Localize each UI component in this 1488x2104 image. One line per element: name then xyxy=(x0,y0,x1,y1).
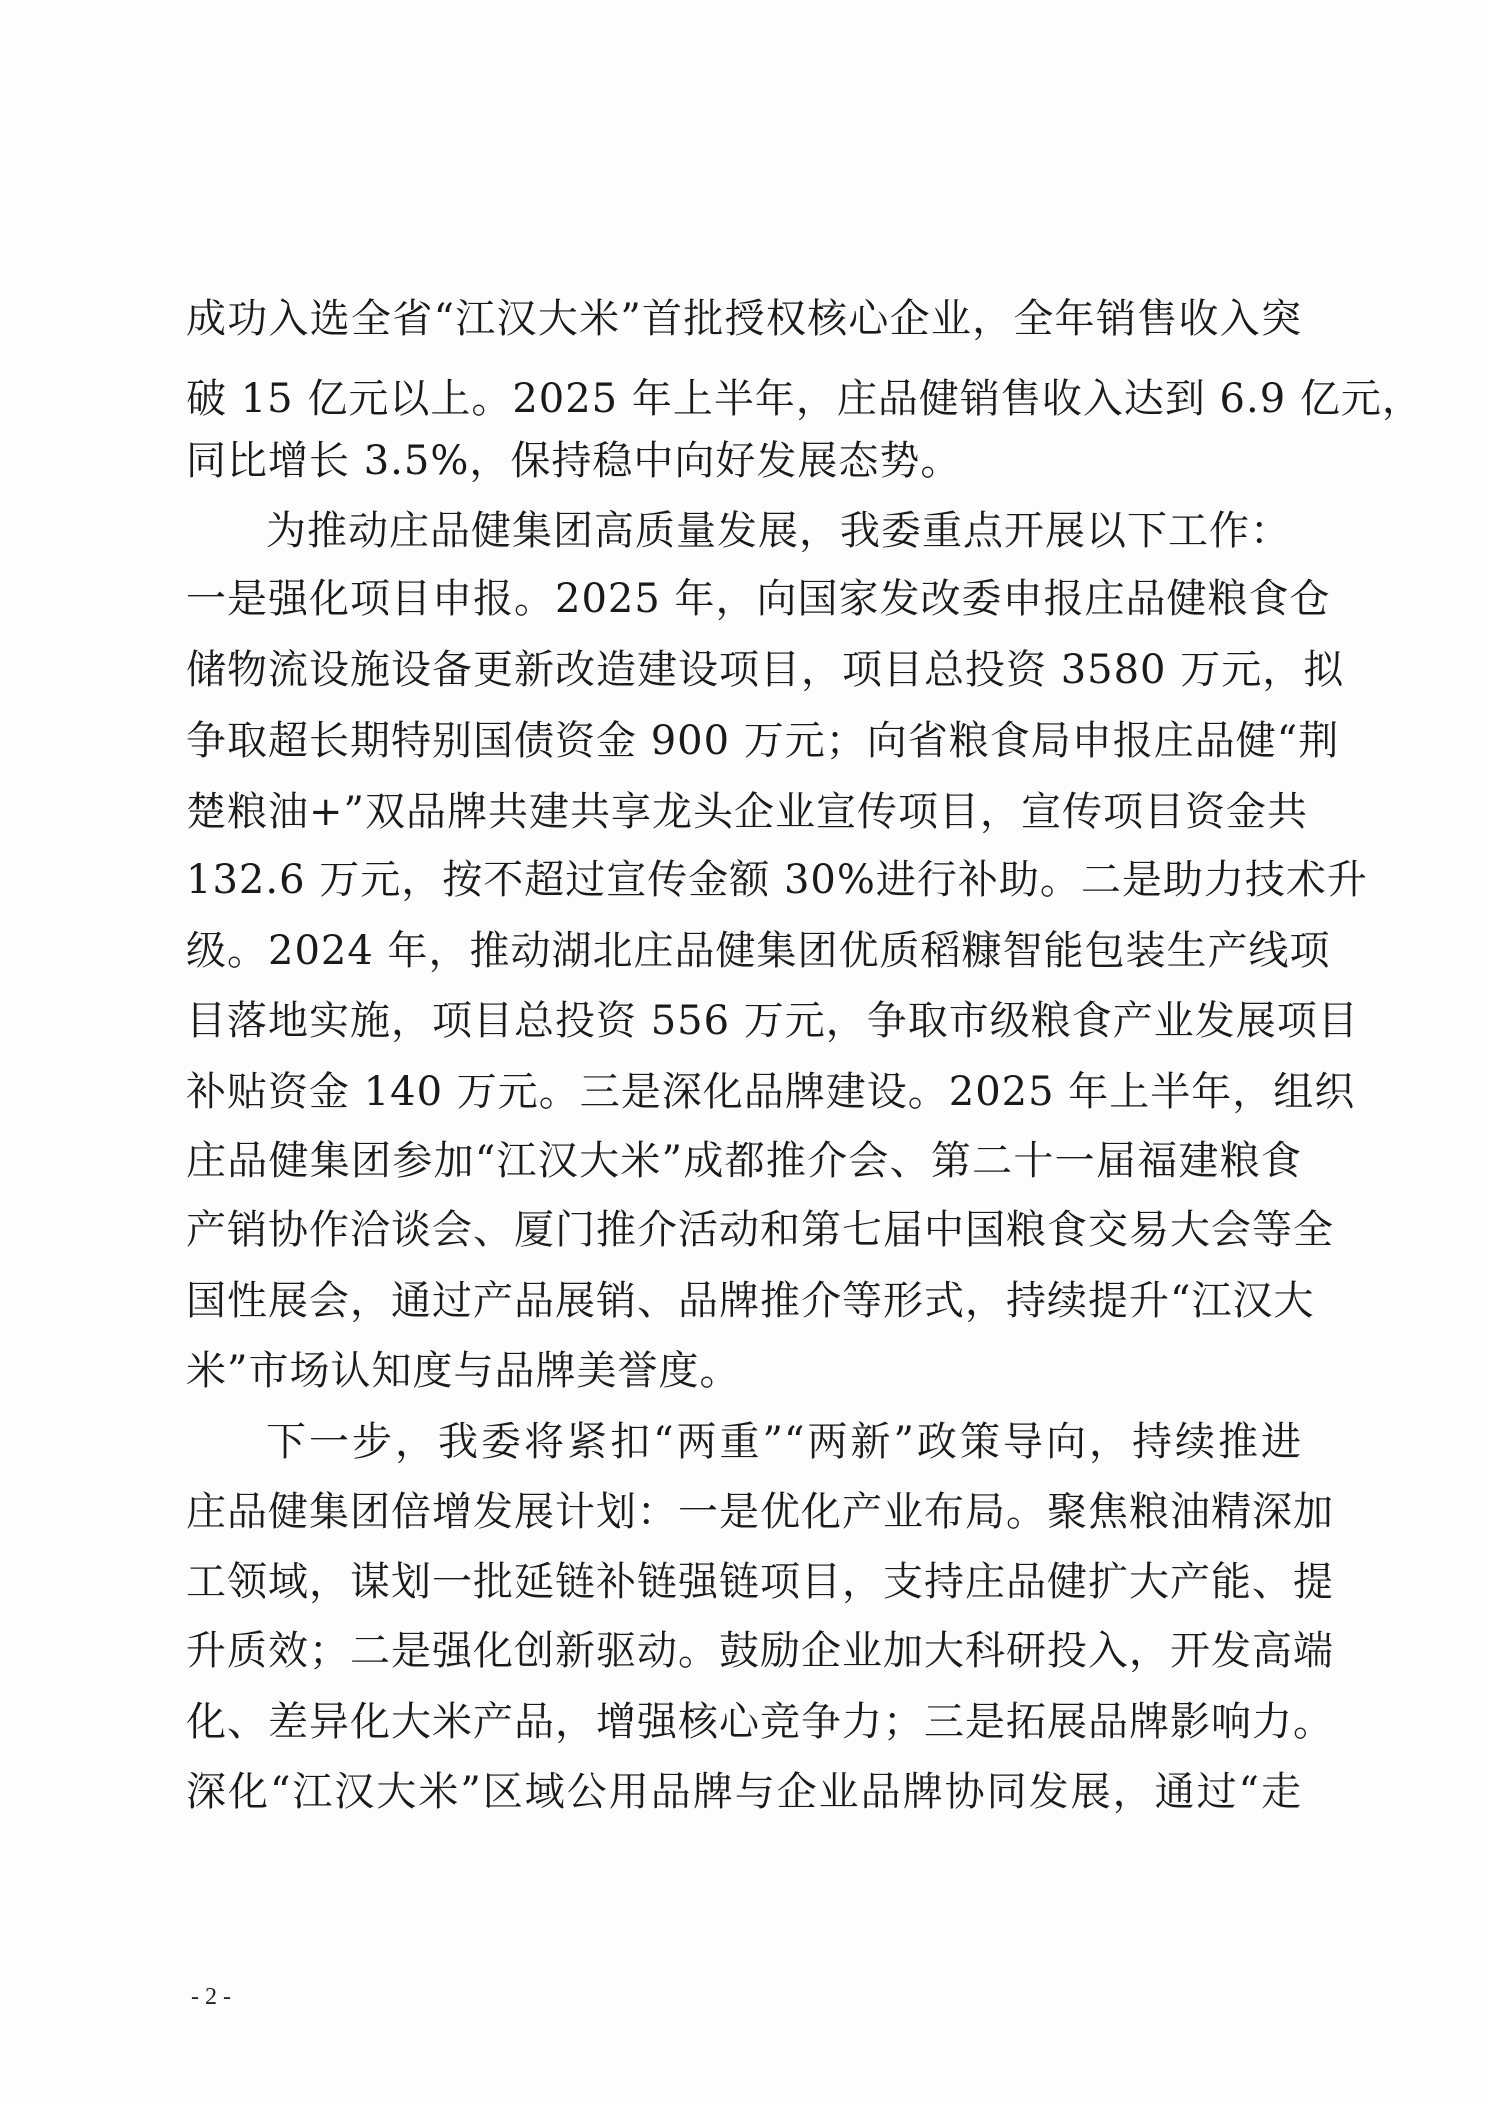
text-line-18: 庄品健集团倍增发展计划：一是优化产业布局。聚焦粮油精深加 xyxy=(186,1489,1334,1535)
page-number: - 2 - xyxy=(191,1984,231,2010)
text-line-17: 下一步，我委将紧扣“两重”“两新”政策导向，持续推进 xyxy=(266,1419,1302,1465)
text-line-11: 目落地实施，项目总投资 556 万元，争取市级粮食产业发展项目 xyxy=(186,998,1359,1044)
text-line-5: 一是强化项目申报。2025 年，向国家发改委申报庄品健粮食仓 xyxy=(186,576,1331,622)
text-line-16: 米”市场认知度与品牌美誉度。 xyxy=(186,1348,741,1394)
text-line-2: 破 15 亿元以上。2025 年上半年，庄品健销售收入达到 6.9 亿元， xyxy=(186,376,1423,422)
text-line-1: 成功入选全省“江汉大米”首批授权核心企业，全年销售收入突 xyxy=(186,296,1302,342)
text-line-6: 储物流设施设备更新改造建设项目，项目总投资 3580 万元，拟 xyxy=(186,647,1345,693)
text-line-12: 补贴资金 140 万元。三是深化品牌建设。2025 年上半年，组织 xyxy=(186,1069,1356,1115)
text-line-7: 争取超长期特别国债资金 900 万元；向省粮食局申报庄品健“荆 xyxy=(186,718,1340,764)
text-line-20: 升质效；二是强化创新驱动。鼓励企业加大科研投入，开发高端 xyxy=(186,1628,1334,1674)
text-line-14: 产销协作洽谈会、厦门推介活动和第七届中国粮食交易大会等全 xyxy=(186,1207,1334,1253)
text-line-19: 工领域，谋划一批延链补链强链项目，支持庄品健扩大产能、提 xyxy=(186,1559,1334,1605)
text-line-22: 深化“江汉大米”区域公用品牌与企业品牌协同发展，通过“走 xyxy=(186,1769,1302,1815)
text-line-3: 同比增长 3.5%，保持稳中向好发展态势。 xyxy=(186,438,962,484)
text-line-21: 化、差异化大米产品，增强核心竞争力；三是拓展品牌影响力。 xyxy=(186,1699,1334,1745)
text-line-9: 132.6 万元，按不超过宣传金额 30%进行补助。二是助力技术升 xyxy=(186,857,1368,903)
text-line-15: 国性展会，通过产品展销、品牌推介等形式，持续提升“江汉大 xyxy=(186,1278,1315,1324)
text-line-4: 为推动庄品健集团高质量发展，我委重点开展以下工作： xyxy=(266,508,1291,554)
text-line-10: 级。2024 年，推动湖北庄品健集团优质稻糠智能包装生产线项 xyxy=(186,928,1331,974)
text-line-8: 楚粮油+”双品牌共建共享龙头企业宣传项目，宣传项目资金共 xyxy=(186,789,1308,835)
text-line-13: 庄品健集团参加“江汉大米”成都推介会、第二十一届福建粮食 xyxy=(186,1138,1302,1184)
